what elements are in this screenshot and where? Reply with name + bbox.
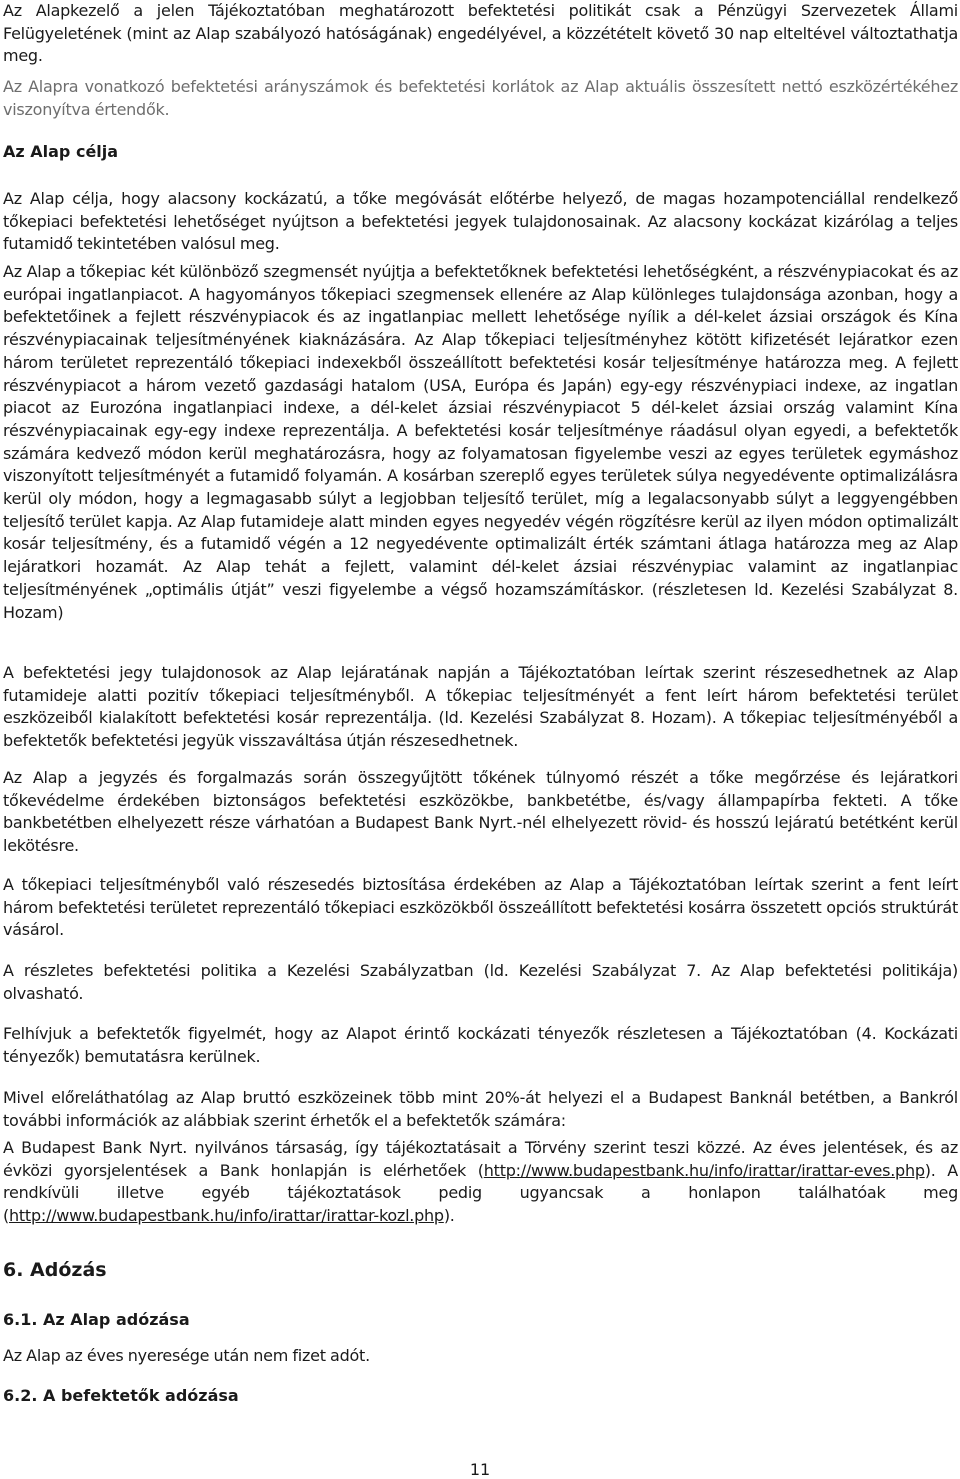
bank-information-paragraph xyxy=(3,1137,958,1228)
page-number: 11 xyxy=(469,1460,491,1479)
fund-taxation-text: Az Alap az éves nyeresége után nem fizet adót. xyxy=(3,1346,370,1365)
bank-info-text-middle: ). A rendkívüli illetve egyéb tájékoztatások pedig ugyancsak a honlapon találhatóak meg ( xyxy=(3,1160,958,1226)
investment-policy-reference-paragraph: A részletes befektetési politika a Kezelési Szabályzatban (ld. Kezelési Szabályzat 7. Az Alap befektetési politikája) olvasható. xyxy=(3,961,958,1003)
fund-goal-paragraph: Az Alap célja, hogy alacsony kockázatú, a tőke megóvását előtérbe helyező, de magas hozampotenciállal rendelkező tőkepiaci befektetési lehetőséget nyújtson a befektetési jegyek tulajdonosainak. Az alacsony kockázat kizárólag a teljes futamidő tekintetében valósul meg. xyxy=(3,189,958,254)
taxation-heading: 6. Adózás xyxy=(3,1259,107,1281)
market-segments-paragraph: Az Alap a tőkepiac két különböző szegmensét nyújtja a befektetőknek befektetési lehetőségként, a részvénypiacokat és az európai ingatlanpiacot. A hagyományos tőkepiaci szegmensek ellenére az Alap különleges tulajdonsága azonban, hogy a befektetőinek a fejlett részvénypiacok és az ingatlanpiac mellett lehetősége nyílik a dél-kelet ázsiai országok és Kína részvénypiacainak teljesítményének kiaknázására. Az Alap tőkepiaci teljesítményhez kötött kifizetését lejáratkor ezen három területet reprezentáló tőkepiaci indexekből összeállított befektetési kosár teljesítménye határozza meg. A fejlett részvénypiacot a három vezető gazdasági hatalom (USA, Európa és Japán) egy-egy részvénypiaci indexe, az ingatlan piacot az Eurozóna ingatlanpiaci indexe, a dél-kelet ázsiai részvénypiacot 5 dél-kelet ázsiai ország valamint Kína részvénypiacainak egy-egy indexe reprezentálja. A befektetési kosár teljesítménye ráadásul olyan egyedi, a befektetők számára kedvező módon kerül meghatározásra, hogy az folyamatosan figyelembe veszi az egyes területek egymáshoz viszonyított teljesítményét a futamidő folyamán. A kosárban szereplő egyes területek súlya negyedévente optimalizálásra kerül oly módon, hogy a legmagasabb súlyt a legjobban teljesítő terület, míg a legalacsonyabb súlyt a leggyengébben teljesítő terület kapja. Az Alap futamideje alatt minden egyes negyedév végén rögzítésre kerül az ilyen módon optimalizált kosár teljesítmény, és a futamidő végén a 12 negyedévente optimalizált érték számtani átlaga határozza meg az Alap lejáratkori hozamát. Az Alap tehát a fejlett, valamint dél-kelet ázsiai részvénypiac valamint az ingatlanpiac teljesítményének „optimális útját” veszi figyelembe a végső hozamszámításkor. (részletesen ld. Kezelési Szabályzat 8. Hozam) xyxy=(3,262,958,622)
capital-protection-paragraph: Az Alap a jegyzés és forgalmazás során összegyűjtött tőkének túlnyomó részét a tőke megőrzése és lejáratkori tőkevédelme érdekében biztonságos befektetési eszközökbe, bankbetétbe, és/vagy állampapírba fekteti. A tőke bankbetétben elhelyezett része várhatóan a Budapest Bank Nyrt.-nél elhelyezett rövid- és hosszú lejáratú betétként kerül lekötésre. xyxy=(3,768,958,856)
policy-change-paragraph: Az Alapkezelő a jelen Tájékoztatóban meghatározott befektetési politikát csak a Pénzügyi Szervezetek Állami Felügyeletének (mint az Alap szabályozó hatóságának) engedélyével, a közzétételt követő 30 nap elteltével változtathatja meg. xyxy=(3,1,958,66)
investor-taxation-heading: 6.2. A befektetők adózása xyxy=(3,1386,239,1405)
option-structure-paragraph: A tőkepiaci teljesítményből való részesedés biztosítása érdekében az Alap a Tájékoztatóban leírtak szerint a fent leírt három befektetési területet reprezentáló tőkepiaci eszközökből összeállított befektetési kosárra összetett opciós struktúrát vásárol. xyxy=(3,875,958,940)
fund-taxation-heading: 6.1. Az Alap adózása xyxy=(3,1310,190,1329)
fund-goal-heading: Az Alap célja xyxy=(3,142,119,161)
bank-info-text-start: A Budapest Bank Nyrt. nyilvános társaság, így tájékoztatásait a Törvény szerint teszi közzé. Az éves jelentések, és az évközi gyorsjelentések a Bank honlapján is elérhetőek ( xyxy=(3,1138,958,1180)
risk-factors-paragraph: Felhívjuk a befektetők figyelmét, hogy az Alapot érintő kockázati tényezők részletesen a Tájékoztatóban (4. Kockázati tényezők) bemutatásra kerülnek. xyxy=(3,1024,958,1066)
bank-deposit-paragraph: Mivel előreláthatólag az Alap bruttó eszközeinek több mint 20%-át helyezi el a Budapest Banknál betétben, a Bankról további információk az alábbiak szerint érhetők el a befektetők számára: xyxy=(3,1088,958,1130)
announcements-link[interactable]: http://www.budapestbank.hu/info/irattar/irattar-kozl.php xyxy=(9,1206,444,1226)
annual-reports-link[interactable]: http://www.budapestbank.hu/info/irattar/irattar-eves.php xyxy=(483,1160,925,1180)
investor-participation-paragraph: A befektetési jegy tulajdonosok az Alap lejáratának napján a Tájékoztatóban leírtak szerint részesedhetnek az Alap futamideje alatti pozitív tőkepiaci teljesítményből. A tőkepiac teljesítményét a fent leírt három befektetési terület eszközeiből kialakított befektetési kosár reprezentálja. (ld. Kezelési Szabályzat 8. Hozam). A tőkepiac teljesítményéből a befektetők befektetési jegyük visszaváltása útján részesedhetnek. xyxy=(3,663,958,751)
ratio-basis-paragraph: Az Alapra vonatkozó befektetési arányszámok és befektetési korlátok az Alap aktuális összesített nettó eszközértékéhez viszonyítva értendők. xyxy=(3,77,958,119)
bank-info-text-end: ). xyxy=(443,1206,455,1226)
